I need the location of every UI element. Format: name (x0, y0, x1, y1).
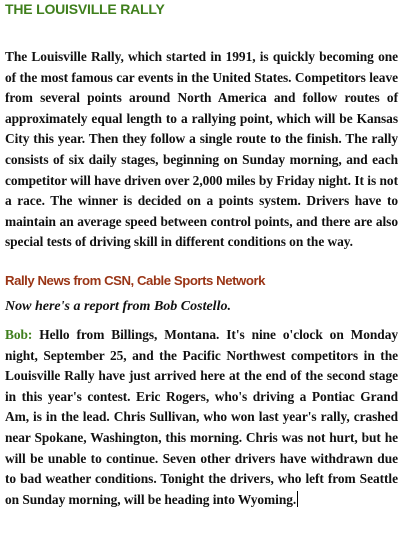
intro-paragraph: The Louisville Rally, which started in 1991, is quickly becoming one of the most famous car events in the United States. Competitors leave from several points around North America and follow routes of approximately equal length to a rallying point, which will be Kansas City this year. Then they follow a single route to the finish. The rally consists of six daily stages, beginning on Sunday morning, and each competitor will have driven over 2,000 miles by Friday night. It is not a race. The winner is decided on a points system. Drivers have to maintain an average speed between control points, and there are also special tests of driving skill in different conditions on the way. (5, 49, 398, 250)
report-intro: Now here's a report from Bob Costello. (5, 298, 231, 314)
article-title: THE LOUISVILLE RALLY (5, 1, 165, 17)
report-text: Hello from Billings, Montana. It's nine o'clock on Monday night, September 25, and the Pacific Northwest competitors in the Louisville Rally have just arrived here at the end of the second stage in this year's contest. Eric Rogers, who's driving a Pontiac Grand Am, is in the lead. Chris Sullivan, who won last year's rally, crashed near Spokane, Washington, this morning. Chris was not hurt, but he will be unable to continue. Seven other drivers have withdrawn due to bad weather conditions. Tonight the drivers, who left from Seattle on Sunday morning, will be heading into Wyoming. (5, 326, 398, 507)
news-heading: Rally News from CSN, Cable Sports Network (5, 272, 266, 288)
speaker-label: Bob: (5, 326, 33, 342)
text-cursor (297, 491, 298, 507)
report-paragraph[interactable] (5, 325, 398, 510)
